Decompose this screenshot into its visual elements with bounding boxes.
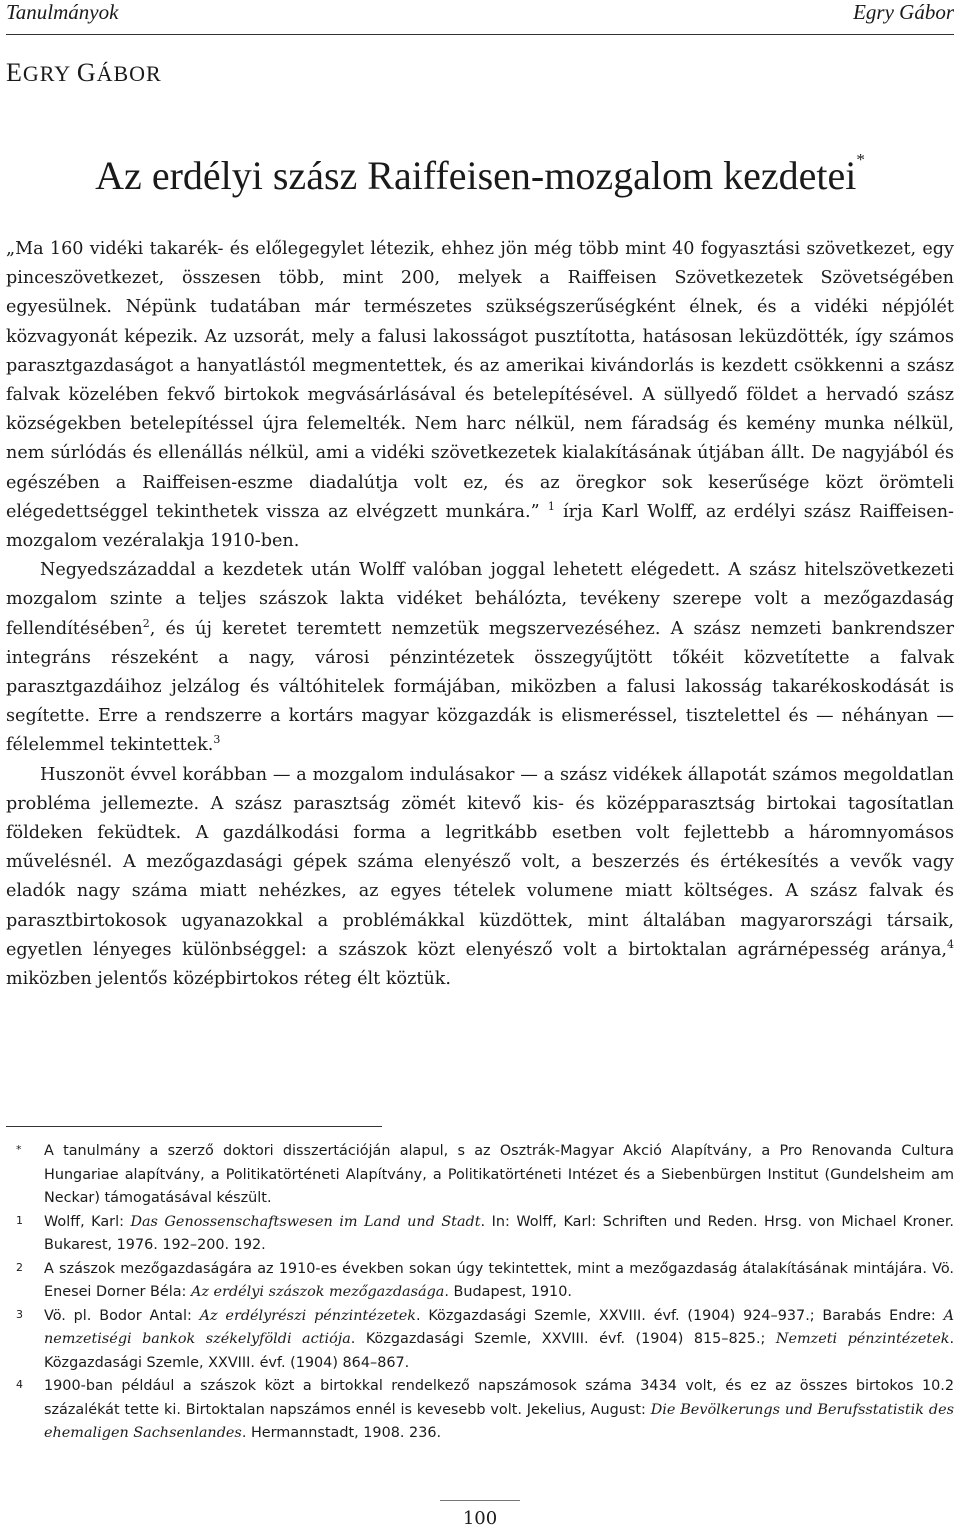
footnote-text: Wolff, Karl: Das Genossenschaftswesen im Land und Stadt. In: Wolff, Karl: Schriften und Reden. Hrsg. von Michael Kroner. Bukarest, 1976. 192–200. 192. [44, 1213, 954, 1253]
footnote-3 [6, 1305, 954, 1376]
article-author: EGRY GÁBOR [6, 58, 162, 87]
footnote-mark: 2 [16, 1260, 23, 1274]
header-rule [6, 34, 954, 35]
footnote-ref-1: 1 [547, 499, 555, 513]
footnote-rule [6, 1126, 382, 1127]
footnote-1 [6, 1211, 954, 1258]
footnote-star [6, 1140, 954, 1211]
paragraph-1: „Ma 160 vidéki takarék- és előlegegylet létezik, ehhez jön még több mint 40 fogyasztási szövetkezet, egy pinceszövetkezet, összesen több, mint 200, melyek a Raiffeisen Szövetkezetek Szövetségében egyesülnek. Népünk tudatában már természetes szükségszerűségként élnek, és a vidéki népjólét közvagyonát képezik. Az uzsorát, mely a falusi lakosságot pusztította, hatásosan leküzdötték, így számos parasztgazdaságot a hanyatlástól megmentettek, és az amerikai kivándorlás is kezdett csökkenni a szász falvak közelében fekvő birtokok megvásárlásával és betelepítésével. A süllyedő földet a hervadó szász községekben betelepítéssel újra felemelték. Nem harc nélkül, nem fáradság és kemény munka nélkül, nem súrlódás és ellenállás nélkül, ami a vidéki szövetkezetek kialakításának útjában állt. De nagyjából és egészében a Raiffeisen-eszme diadalútja volt ez, és az öregkor sok keserűsége közt örömteli elégedettséggel tekinthetek vissza az elvégzett munkára.” $^1$ írja Karl Wolff, az erdélyi szász Raiffeisen-mozgalom vezéralakja 1910-ben. [6, 239, 954, 552]
paragraph-2: Negyedszázaddal a kezdetek után Wolff valóban joggal lehetett elégedett. A szász hitelszövetkezeti mozgalom szinte a teljes szászok lakta vidéket behálózta, tevékeny szerepe volt a mezőgazdaság fellendítésében$^2$, és új keretet teremtett nemzetük megszervezéséhez. A szász nemzeti bankrendszer integráns részeként a nagy, városi pénzintézetek összegyűjtött tőkéit közvetítette a falvak parasztgazdáihoz jelzálog és váltóhitelek formájában, miközben a falusi lakosság takarékoskodását is segítette. Erre a rendszerre a kortárs magyar közgazdák is elismeréssel, tisztelettel és — néhányan — félelemmel tekintettek.$^3$ [6, 560, 954, 756]
footnote-text: Vö. pl. Bodor Antal: Az erdélyrészi pénzintézetek. Közgazdasági Szemle, XXVIII. évf. (1904) 924–937.; Barabás Endre: A nemzetiségi bankok székelyföldi actiója. Közgazdasági Szemle, XXVIII. évf. (1904) 815–825.; Nemzeti pénzintézetek. Közgazdasági Szemle, XXVIII. évf. (1904) 864–867. [44, 1307, 955, 1371]
footnote-mark: 4 [16, 1378, 23, 1391]
running-header [6, 0, 954, 30]
title-footnote-mark: * [856, 149, 865, 169]
header-author: Egry Gábor [853, 0, 954, 24]
footnote-ref-2: 2 [142, 616, 150, 630]
page-number-rule [440, 1500, 520, 1501]
footnote-text: A tanulmány a szerző doktori disszertációján alapul, s az Osztrák-Magyar Akció Alapítvány, a Pro Renovanda Cultura Hungariae alapítvány, a Politikatörténeti Alapítvány, a Politikatörténeti Intézet és a Siebenbürgen Institut (Gundelsheim am Neckar) támogatásával készült. [44, 1143, 954, 1206]
header-section: Tanulmányok [6, 0, 119, 24]
footnote-ref-4: 4 [947, 938, 954, 952]
footnote-mark: 1 [16, 1213, 23, 1227]
footnote-text: 1900-ban például a szászok közt a birtokkal rendelkező napszámosok száma 3434 volt, és ez az összes birtokos 10.2 százalékát tette ki. Birtoktalan napszámos ennél is kevesebb volt. Jekelius, August: Die Bevölkerungs und Berufsstatistik des ehemaligen Sachsenlandes. Hermannstadt, 1908. 236. [44, 1378, 954, 1441]
footnote-mark: 3 [16, 1307, 23, 1321]
article-body [6, 235, 954, 994]
footnotes [6, 1140, 954, 1446]
footnote-text: A szászok mezőgazdaságára az 1910-es években sokan úgy tekintettek, mint a mezőgazdaság átalakításának mintájára. Vö. Enesei Dorner Béla: Az erdélyi szászok mezőgazdasága. Budapest, 1910. [44, 1260, 954, 1300]
paragraph-3: Huszonöt évvel korábban — a mozgalom indulásakor — a szász vidékek állapotát számos megoldatlan probléma jellemezte. A szász parasztság zömét kitevő kis- és középparasztság birtokai tagosítatlan földeken feküdtek. A gazdálkodási forma a legritkább esetben volt fejlettebb a háromnyomásos művelésnél. A mezőgazdasági gépek száma elenyésző volt, a beszerzés és értékesítés a vevők vagy eladók nagy száma miatt nehézkes, az egyes tételek volumene miatt költséges. A szász falvak és parasztbirtokosok ugyanazokkal a problémákkal küzdöttek, mint általában magyarországi társaik, egyetlen lényeges különbséggel: a szászok közt elenyésző volt a birtoktalan agrárnépesség aránya,$^4$ miközben jelentős középbirtokos réteg élt köztük. [6, 764, 954, 990]
footnote-mark: * [16, 1143, 22, 1156]
footnote-ref-3: 3 [213, 733, 221, 747]
footnote-2 [6, 1258, 954, 1305]
footnote-4 [6, 1375, 954, 1446]
article-title: Az erdélyi szász Raiffeisen-mozgalom kezdetei* [95, 149, 865, 198]
page-number: 100 [462, 1508, 498, 1529]
